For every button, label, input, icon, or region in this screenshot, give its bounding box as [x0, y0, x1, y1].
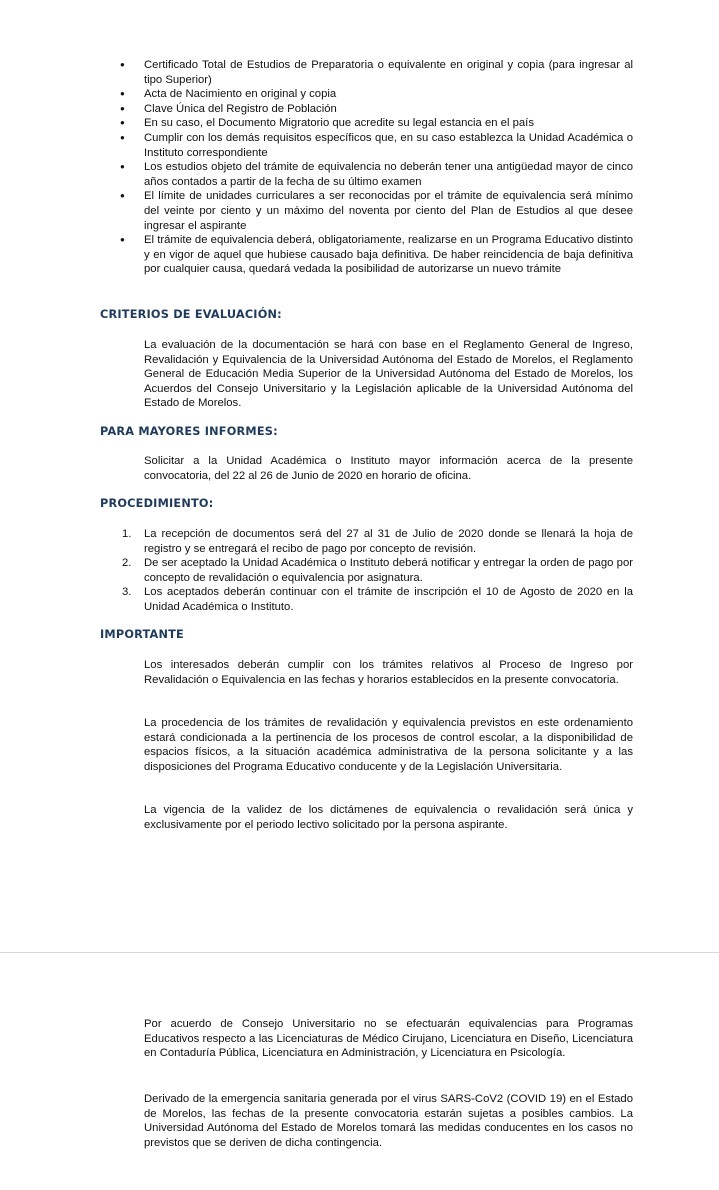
informes-heading: PARA MAYORES INFORMES: [100, 425, 278, 438]
list-item: ● El trámite de equivalencia deberá, obligatoriamente, realizarse en un Programa Educativo distinto y en vigor de aquel que hubiese causado baja definitiva. De haber reincidencia de baja definitiva por cualquier causa, quedará vedada la posibilidad de autorizarse un nuevo trámite [0, 233, 633, 277]
list-item [0, 585, 633, 614]
procedimiento-list [0, 527, 719, 615]
list-item: ● Cumplir con los demás requisitos específicos que, en su caso establezca la Unidad Académica o Instituto correspondiente [0, 131, 633, 160]
list-item: ● En su caso, el Documento Migratorio que acredite su legal estancia en el país [0, 116, 633, 131]
informes-text: Solicitar a la Unidad Académica o Instituto mayor información acerca de la presente convocatoria, del 22 al 26 de Junio de 2020 en horario de oficina. [144, 455, 633, 482]
criterios-heading: CRITERIOS DE EVALUACIÓN: [100, 308, 282, 321]
step-number: 3. [122, 586, 132, 599]
list-item [0, 527, 633, 556]
nota-paragraph: Derivado de la emergencia sanitaria generada por el virus SARS-CoV2 (COVID 19) en el Estado de Morelos, las fechas de la presente convocatoria estarán sujetas a posibles cambios. La Universidad Autónoma del Estado de Morelos tomará las medidas conducentes en los casos no previstos que se deriven de dicha contingencia. [144, 1093, 633, 1149]
document-page-2 [0, 955, 719, 1190]
list-item [0, 556, 633, 585]
step-text: La recepción de documentos será del 27 al 31 de Julio de 2020 donde se llenará la hoja de registro y se entregará el recibo de pago por concepto de revisión. [144, 528, 633, 555]
list-item: ● Clave Única del Registro de Población [0, 102, 633, 117]
importante-heading: IMPORTANTE [100, 628, 184, 641]
list-item: ● Acta de Nacimiento en original y copia [0, 87, 633, 102]
requirements-list [0, 58, 719, 277]
list-item: ● El límite de unidades curriculares a ser reconocidas por el trámite de equivalencia será mínimo del veinte por ciento y un máximo del noventa por ciento del Plan de Estudios al que desee ingresar el aspirante [0, 189, 633, 233]
step-number: 1. [122, 528, 132, 540]
procedimiento-heading: PROCEDIMIENTO: [100, 497, 214, 510]
step-text: De ser aceptado la Unidad Académica o Instituto deberá notificar y entregar la orden de pago por concepto de revalidación o equivalencia por asignatura. [144, 557, 633, 584]
page-divider [0, 952, 719, 953]
list-item: ● Los estudios objeto del trámite de equivalencia no deberán tener una antigüedad mayor de cinco años contados a partir de la fecha de su último examen [0, 160, 633, 189]
step-text: Los aceptados deberán continuar con el trámite de inscripción el 10 de Agosto de 2020 en la Unidad Académica o Instituto. [144, 586, 633, 613]
importante-paragraph: Los interesados deberán cumplir con los trámites relativos al Proceso de Ingreso por Revalidación o Equivalencia en las fechas y horarios establecidos en la presente convocatoria. [144, 659, 633, 686]
importante-paragraph: La vigencia de la validez de los dictámenes de equivalencia o revalidación será única y exclusivamente por el periodo lectivo solicitado por la persona aspirante. [144, 804, 633, 831]
list-item: ● Certificado Total de Estudios de Preparatoria o equivalente en original y copia (para ingresar al tipo Superior) [0, 58, 633, 87]
step-number: 2. [122, 557, 132, 570]
importante-paragraph: La procedencia de los trámites de revalidación y equivalencia previstos en este ordenamiento estará condicionada a la pertinencia de los procesos de control escolar, a la disponibilidad de espacios físicos, a la situación académica administrativa de la persona solicitante y a las disposiciones del Programa Educativo conducente y de la Legislación Universitaria. [144, 717, 633, 773]
criterios-text: La evaluación de la documentación se hará con base en el Reglamento General de Ingreso, Revalidación y Equivalencia de la Universidad Autónoma del Estado de Morelos, el Reglamento General de Educación Media Superior de la Universidad Autónoma del Estado de Morelos, los Acuerdos del Consejo Universitario y la Legislación aplicable de la Universidad Autónoma del Estado de Morelos. [144, 339, 633, 410]
nota-paragraph: Por acuerdo de Consejo Universitario no se efectuarán equivalencias para Programas Educativos respecto a las Licenciaturas de Médico Cirujano, Licenciatura en Diseño, Licenciatura en Contaduría Pública, Licenciatura en Administración, y Licenciatura en Psicología. [144, 1018, 633, 1060]
